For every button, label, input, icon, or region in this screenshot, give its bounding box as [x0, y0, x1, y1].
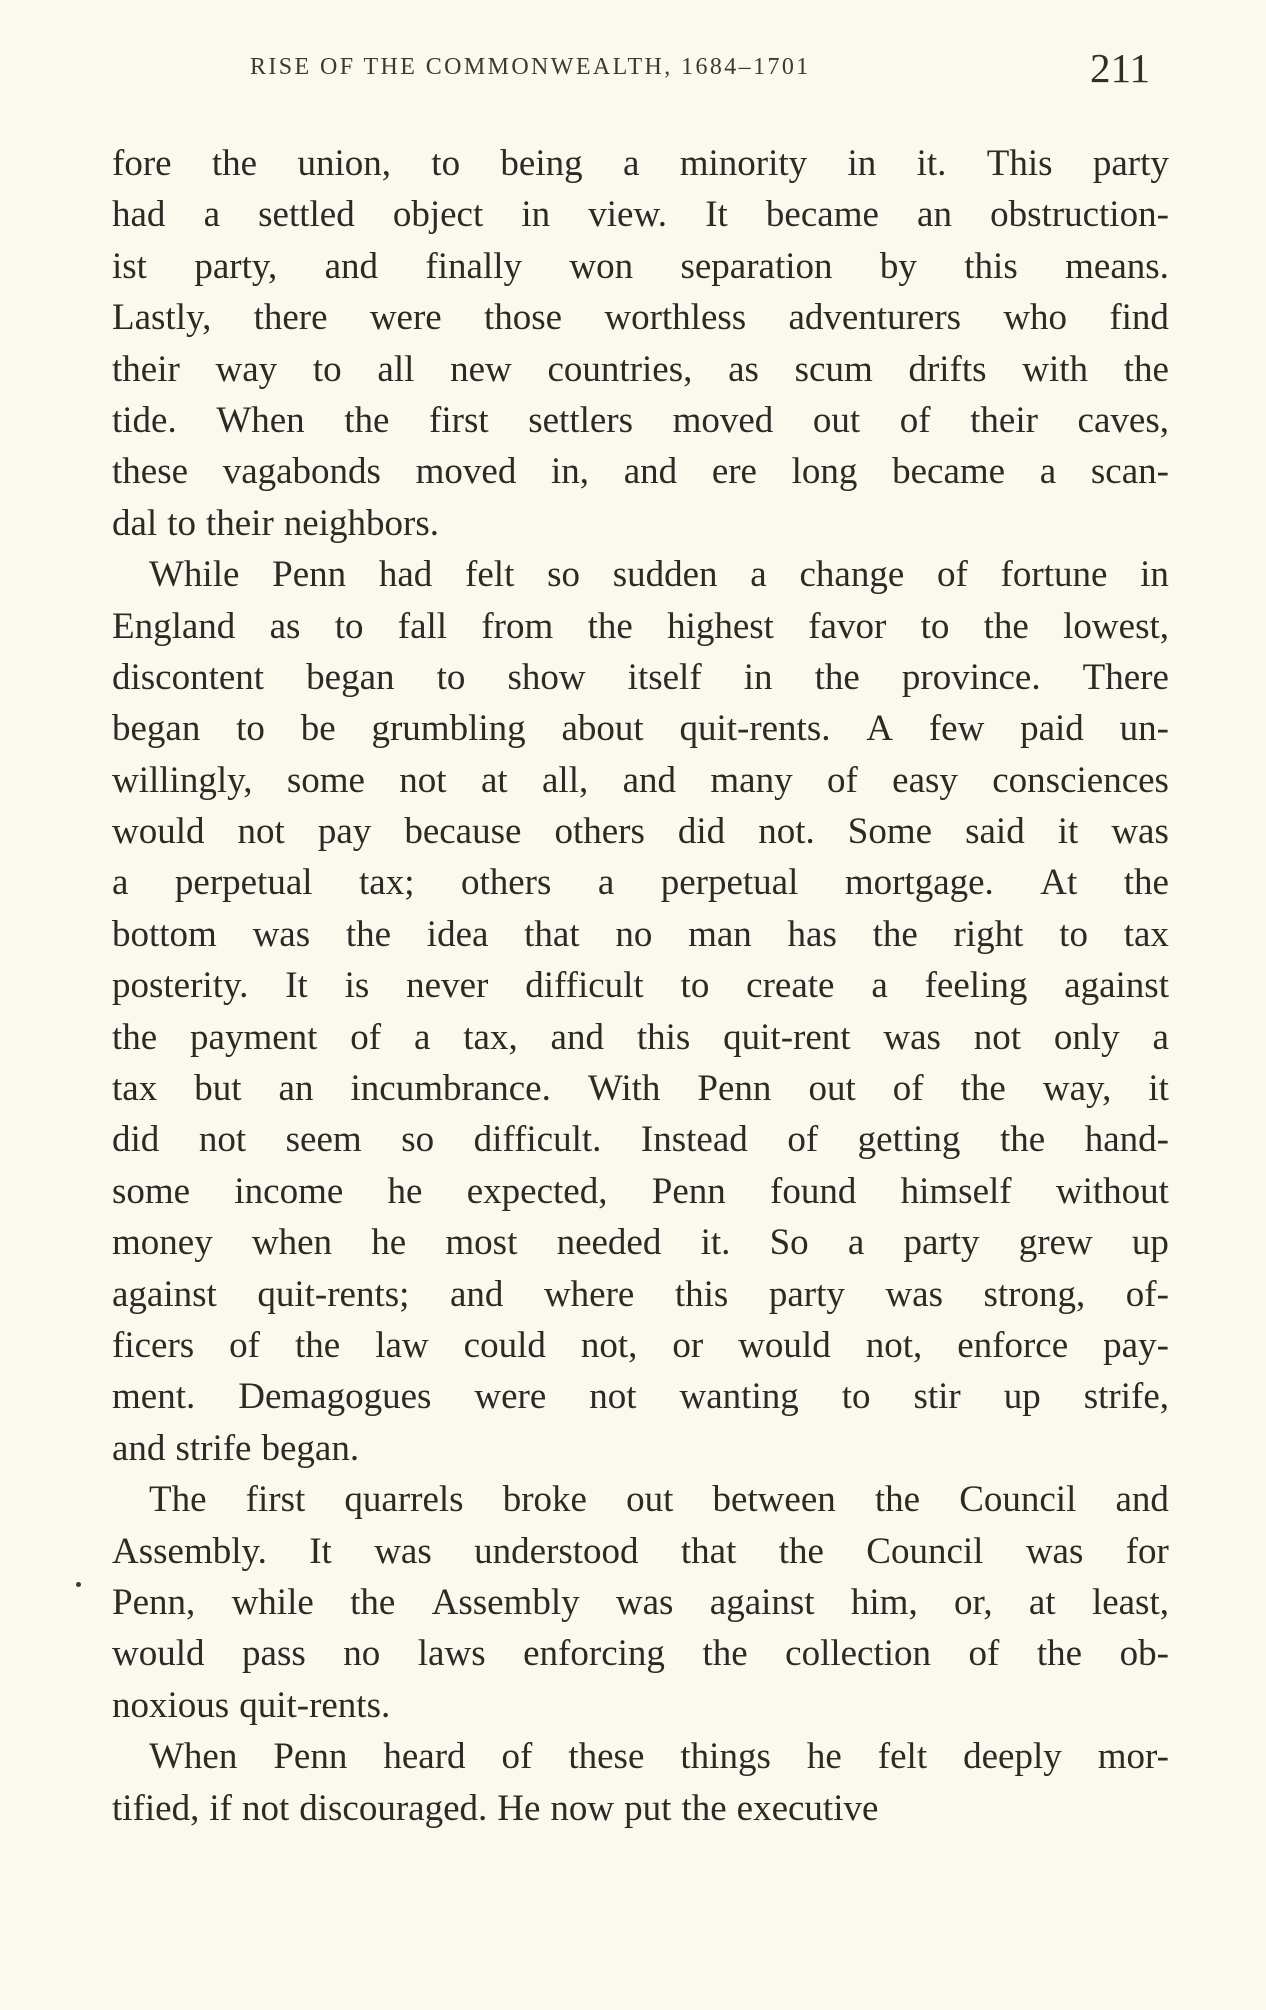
margin-mark — [76, 1582, 81, 1587]
text-line: bottom was the idea that no man has the right to tax — [112, 913, 1169, 955]
running-head — [250, 44, 1150, 94]
text-line: the payment of a tax, and this quit-rent was not only a — [112, 1016, 1169, 1058]
text-line: had a settled object in view. It became an obstruction- — [112, 194, 1169, 236]
text-line: dal to their neighbors. — [112, 502, 439, 544]
text-line: did not seem so difficult. Instead of getting the hand- — [112, 1119, 1169, 1161]
text-line: The first quarrels broke out between the Council and — [149, 1479, 1169, 1521]
text-line: some income he expected, Penn found himself without — [112, 1170, 1169, 1212]
text-line: money when he most needed it. So a party grew up — [112, 1222, 1169, 1264]
text-line: discontent began to show itself in the province. There — [112, 656, 1169, 698]
text-line: While Penn had felt so sudden a change of fortune in — [149, 554, 1169, 596]
page-number: 211 — [1090, 45, 1150, 91]
text-line: Penn, while the Assembly was against him, or, at least, — [112, 1581, 1169, 1623]
text-line: began to be grumbling about quit-rents. A few paid un- — [112, 708, 1169, 750]
text-line: would not pay because others did not. Some said it was — [112, 811, 1169, 853]
text-line: fore the union, to being a minority in it. This party — [112, 143, 1169, 184]
text-line: England as to fall from the highest favor to the lowest, — [112, 605, 1169, 647]
text-line: ficers of the law could not, or would not, enforce pay- — [112, 1324, 1169, 1366]
text-line: these vagabonds moved in, and ere long became a scan- — [112, 451, 1169, 493]
text-line: Assembly. It was understood that the Council was for — [112, 1530, 1169, 1572]
text-line: ment. Demagogues were not wanting to stir up strife, — [112, 1376, 1169, 1418]
text-line: When Penn heard of these things he felt deeply mor- — [149, 1736, 1169, 1778]
text-line: tide. When the first settlers moved out of their caves, — [112, 399, 1169, 441]
paragraph — [112, 1474, 1169, 1731]
paragraph — [112, 1731, 1169, 1834]
text-line: would pass no laws enforcing the collection of the ob- — [112, 1633, 1169, 1675]
text-line: against quit-rents; and where this party was strong, of- — [112, 1273, 1169, 1315]
text-line: Lastly, there were those worthless adventurers who find — [112, 297, 1169, 339]
paragraph — [112, 138, 1169, 549]
paragraph — [112, 549, 1169, 1474]
text-line: their way to all new countries, as scum drifts with the — [112, 348, 1169, 390]
text-line: noxious quit-rents. — [112, 1684, 391, 1726]
text-line: ist party, and finally won separation by this means. — [112, 245, 1169, 287]
running-title: RISE OF THE COMMONWEALTH, 1684–1701 — [250, 54, 811, 80]
text-line: willingly, some not at all, and many of easy consciences — [112, 759, 1169, 801]
body-text — [112, 138, 1169, 1834]
text-line: tax but an incumbrance. With Penn out of the way, it — [112, 1068, 1169, 1110]
text-line: a perpetual tax; others a perpetual mortgage. At the — [112, 862, 1169, 904]
text-line: tified, if not discouraged. He now put the executive — [112, 1787, 879, 1829]
text-line: and strife began. — [112, 1427, 360, 1469]
text-line: posterity. It is never difficult to create a feeling against — [112, 965, 1169, 1007]
